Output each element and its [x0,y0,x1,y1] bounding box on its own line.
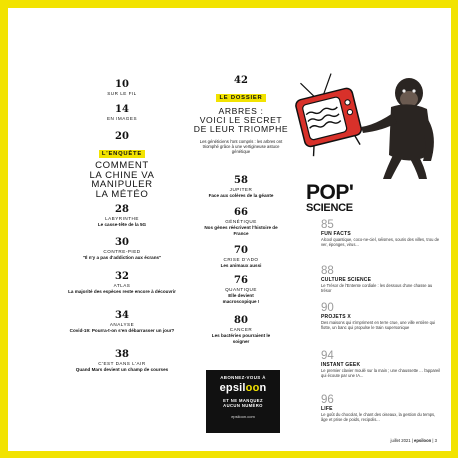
entry-heading: LIFE [321,406,333,412]
ad-brand: epsiloon [219,382,267,394]
entry-desc: Le premier clavier moulé sur la main ; une chaussette ... l'appareil qui écoute par une IA... [321,368,441,378]
page-number: 80 [234,315,248,326]
pop-entry[interactable] [321,265,441,293]
page-number: 96 [321,394,334,406]
toc-entry[interactable] [58,105,186,122]
ad-line3: ET NE MANQUEZ AUCUN NUMÉRO [223,398,263,408]
section-label: CRISE D'ADO [223,257,259,262]
dossier-headline: ARBRES : VOICI LE SECRET DE LEUR TRIOMPHE [193,106,289,134]
section-label: GÉNÉTIQUE [225,219,257,224]
dossier-deck: Les généticiens l'ont compris : les arbres ont triomphé grâce à une vertigineuse astuce génétique [199,139,283,155]
entry-heading: CULTURE SCIENCE [321,277,372,283]
entry-title: Les bactéries pourraient le soigner [211,333,271,344]
section-label: CONTRE-PIED [103,249,141,254]
page-number: 76 [234,275,248,286]
ad-url[interactable]: epsiloon.com [231,414,255,419]
entry-title: Le casse-tête de la 5G [97,222,147,227]
page-number: 28 [115,204,129,215]
entry-title: Elle devient macroscopique ! [222,293,260,304]
section-label: JUPITER [229,187,253,192]
toc-entry[interactable] [58,205,186,228]
page-number: 32 [115,271,129,282]
page-number: 90 [321,302,334,314]
toc-enquete[interactable] [58,132,186,199]
subscribe-ad[interactable] [206,370,280,433]
footer-page-number: 3 [434,438,437,443]
page-number: 58 [234,175,248,186]
toc-entry[interactable] [185,246,297,269]
entry-title: Les animaux aussi [220,263,262,268]
pop-entry[interactable] [321,219,441,247]
toc-entry[interactable] [185,316,297,344]
toc-entry[interactable] [58,350,186,373]
entry-heading: FUN FACTS [321,231,351,237]
toc-entry[interactable] [58,238,186,261]
entry-heading: INSTANT GEEK [321,362,361,368]
entry-title: La majorité des espèces reste encore à découvrir [68,289,176,294]
page-number: 88 [321,265,334,277]
toc-entry[interactable] [185,176,297,199]
entry-desc: Alcool quantique, coco-ne-ciel, séismes, souris des villes, trou de ver, éponges, virus... [321,237,440,247]
toc-entry[interactable] [58,311,186,334]
footer-brand: epsiloon [414,438,432,443]
pop-entry[interactable] [321,394,441,422]
page-number: 14 [115,104,129,115]
entry-title: "Il n'y a pas d'addiction aux écrans" [82,255,162,260]
footer-date: juillet 2021 [390,438,411,443]
entry-title: Nos gènes réécrivent l'histoire de France [204,225,278,236]
pop-entry[interactable] [321,302,441,330]
dossier-label: LE DOSSIER [216,94,265,102]
page-number: 85 [321,219,334,231]
entry-heading: PROJETS X [321,314,351,320]
enquete-label: L'ENQUÊTE [99,150,145,158]
page-number: 38 [115,349,129,360]
entry-title: Covid-19: Pourra-t-on s'en débarrasser un jour? [69,328,175,333]
toc-entry[interactable] [58,272,186,295]
page-number: 20 [115,131,129,142]
section-label: LABYRINTHE [105,216,139,221]
toc-entry[interactable] [185,276,297,304]
pop-entry[interactable] [321,350,441,378]
page-number: 34 [115,310,129,321]
contents-sheet [8,8,451,451]
section-label: C'EST DANS L'AIR [98,361,146,366]
entry-title: Face aux colères de la géante [208,193,274,198]
ad-line1: ABONNEZ-VOUS À [220,375,266,380]
entry-desc: Le goût du chocolat, le chant des oiseaux, la gestion du temps, âge et prise de poids, recipolis... [321,412,436,422]
page-number: 42 [234,75,248,86]
section-label: SUR LE FIL [107,91,137,96]
page-number: 70 [234,245,248,256]
enquete-headline: COMMENT LA CHINE VA MANIPULER LA MÉTÉO [89,160,155,200]
page-number: 30 [115,237,129,248]
section-label: CANCER [229,327,253,332]
pop-science-logo: POP' SCIENCE [306,181,354,214]
page-number: 66 [234,207,248,218]
section-label: EN IMAGES [106,116,138,121]
section-label: ATLAS [113,283,131,288]
toc-dossier[interactable] [185,76,297,155]
tv-monkey-illustration [291,63,446,183]
toc-entry[interactable] [58,80,186,97]
page-number: 10 [115,79,129,90]
page-footer: juillet 2021 | epsiloon | 3 [390,438,437,443]
toc-entry[interactable] [185,208,297,236]
entry-title: Quand Mars devient un champ de courses [75,367,169,372]
entry-desc: Des maisons qui s'impriment en terre crue, une ville entière qui flotte, un banc qui propulse le train supersonique [321,320,436,330]
section-label: ANALYSE [109,322,135,327]
section-label: QUANTIQUE [225,287,257,292]
entry-desc: Le Trésor de l'Entente cordiale : les dessous d'une chasse au trésor [321,283,433,293]
page-number: 94 [321,350,334,362]
